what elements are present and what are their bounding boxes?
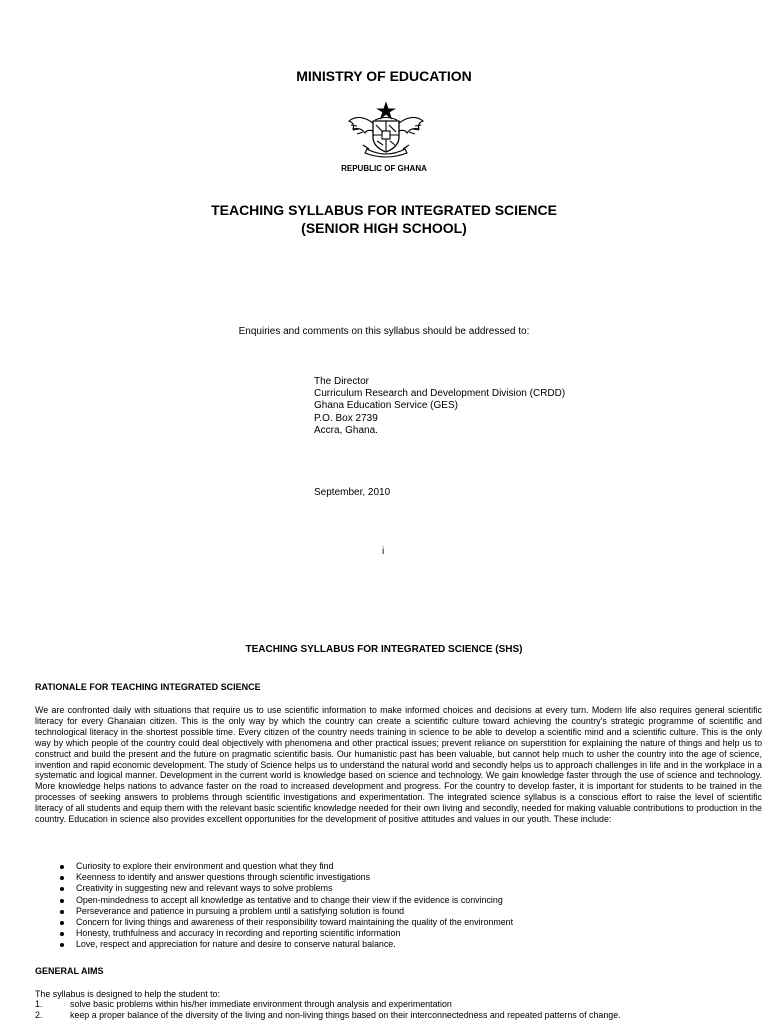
- list-item: Keenness to identify and answer questions through scientific investigations: [58, 872, 513, 883]
- general-aims-intro: The syllabus is designed to help the student to:: [35, 989, 221, 999]
- list-item: Creativity in suggesting new and relevant ways to solve problems: [58, 883, 513, 894]
- ghana-coat-of-arms-icon: [345, 101, 427, 159]
- syllabus-title-line2: (SENIOR HIGH SCHOOL): [301, 220, 467, 236]
- rationale-heading: RATIONALE FOR TEACHING INTEGRATED SCIENCE: [35, 682, 261, 692]
- address-line: P.O. Box 2739: [314, 412, 378, 424]
- syllabus-title: [0, 201, 768, 237]
- general-aims-heading: GENERAL AIMS: [35, 966, 104, 976]
- list-item: Curiosity to explore their environment and question what they find: [58, 861, 513, 872]
- publication-date: September, 2010: [314, 487, 391, 498]
- page-number: i: [382, 546, 385, 557]
- list-item: Perseverance and patience in pursuing a problem until a satisfying solution is found: [58, 906, 513, 917]
- republic-label: REPUBLIC OF GHANA: [341, 164, 427, 173]
- list-item: Honesty, truthfulness and accuracy in recording and reporting scientific information: [58, 928, 513, 939]
- general-aims-list: [35, 999, 621, 1021]
- address-line: Curriculum Research and Development Division (CRDD): [314, 388, 566, 400]
- enquiries-text: Enquiries and comments on this syllabus should be addressed to:: [238, 326, 530, 337]
- address-block: [314, 376, 565, 437]
- list-item: [35, 999, 621, 1010]
- item-number: 1.: [35, 999, 43, 1009]
- list-item: Love, respect and appreciation for nature and desire to conserve natural balance.: [58, 939, 513, 950]
- ministry-heading: MINISTRY OF EDUCATION: [296, 68, 472, 84]
- rationale-paragraph: We are confronted daily with situations that require us to use scientific information to make informed choices and decisions at every turn. Modern life also requires general scientific literacy for every Ghanaian citizen. This is the only way by which the country can create a scientific culture toward achieving the country's strategic programme of scientific and technological literacy in the shortest possible time. Every citizen of the country needs training in science to be able to develop a scientific mind and a scientific culture. This is the only way by which people of the country could deal objectively with phenomena and other practical issues; prevent reliance on superstition for explaining the nature of things and help us to construct and build the present and the future on pragmatic scientific basis. Our humanistic past has been valuable, but cannot help much to usher the country into the age of science, invention and rapid economic development. The study of Science helps us to understand the natural world and secondly helps us to approach challenges in life and in the workplace in a systematic and logical manner. Development in the current world is knowledge based on science and technology. We gain knowledge faster through the use of science and technology. More knowledge helps nations to advance faster on the road to increased development and progress. For the country to develop faster, it is important for students to be trained in the processes of seeking answers to problems through scientific investigations and experimentation. The integrated science syllabus is a conscious effort to raise the level of scientific literacy of all students and equip them with the relevant basic scientific knowledge needed for their own living and secondly, needed for making valuable contributions to production in the country. Education in science also provides excellent opportunities for the development of positive attitudes and values in our youth. These include:: [35, 705, 762, 825]
- qualities-list: [58, 861, 513, 951]
- address-line: Ghana Education Service (GES): [314, 400, 458, 412]
- item-text: solve basic problems within his/her immediate environment through analysis and experimentation: [70, 999, 452, 1009]
- syllabus-title-line1: TEACHING SYLLABUS FOR INTEGRATED SCIENCE: [211, 202, 557, 218]
- address-line: The Director: [314, 376, 370, 387]
- list-item: Open-mindedness to accept all knowledge as tentative and to change their view if the evidence is convincing: [58, 895, 513, 906]
- item-number: 2.: [35, 1010, 43, 1021]
- address-line: Accra, Ghana.: [314, 424, 378, 436]
- shs-section-title: TEACHING SYLLABUS FOR INTEGRATED SCIENCE (SHS): [245, 644, 523, 655]
- list-item: Concern for living things and awareness of their responsibility toward maintaining the quality of the environment: [58, 917, 513, 928]
- item-text: keep a proper balance of the diversity of the living and non-living things based on their interconnectedness and repeated patterns of change.: [70, 1010, 621, 1021]
- list-item: [35, 1010, 621, 1021]
